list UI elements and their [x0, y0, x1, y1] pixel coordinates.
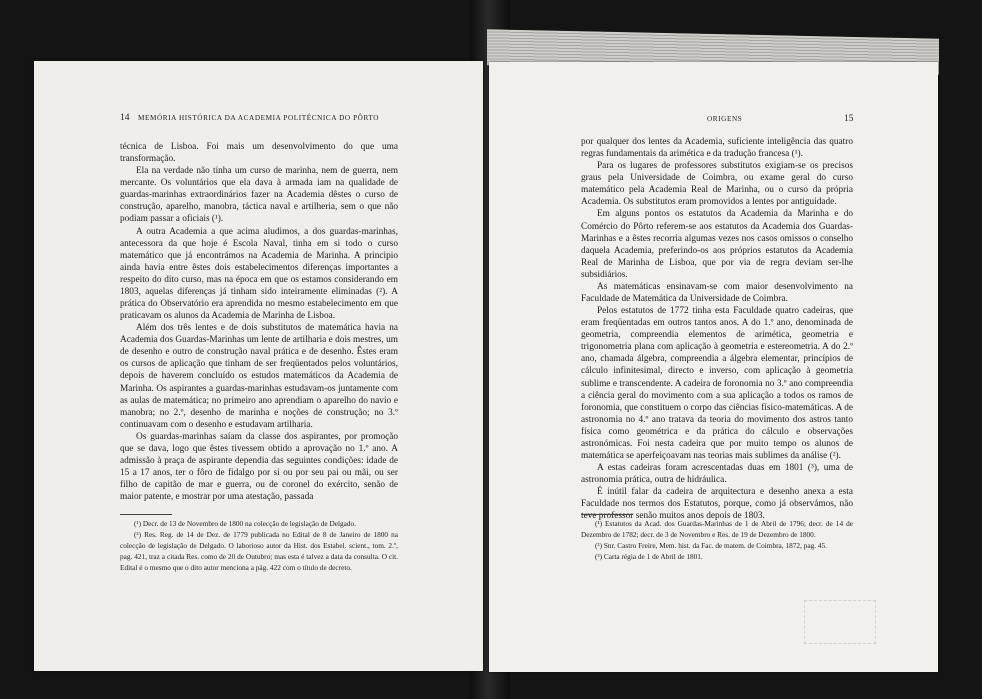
paragraph: Os guardas-marinhas saíam da classe dos aspirantes, por promoção que se dava, logo que êstes tivessem obtido a aprovação no 1.º ano. A admissão à praça de aspirante dependia das seguintes condições: idade de 15 a 17 anos, ter o fôro de fidalgo por si ou por seu pai ou mãi, ou ser filho de capitão de mar e guerra, ou de coronel do exército, senão de maior patente, e mostrar por uma atestação, passada: [120, 431, 398, 503]
paragraph: por qualquer dos lentes da Academia, suficiente inteligência das quatro regras fundamentais da arimética e da tradução francesa (¹).: [581, 137, 853, 160]
paragraph: É inútil falar da cadeira de arquitectura e desenho anexa a esta Faculdade nos termos dos Estatutos, porque, como já observámos, não teve professor senão muitos anos depois de 1803.: [581, 487, 853, 522]
footnote-rule: [120, 514, 172, 515]
footnote-rule: [581, 514, 633, 515]
paragraph: As matemáticas ensinavam-se com maior desenvolvimento na Faculdade de Matemática da Universidade de Coimbra.: [581, 281, 853, 305]
footnotes: [581, 518, 853, 562]
paragraph: Além dos três lentes e de dois substitutos de matemática havia na Academia dos Guardas-Marinhas um lente de artilharia e dois mestres, um de desenho e outro de construção naval prática e de desenho. Êstes eram os cursos de aplicação que tinham de ser freqüentados pelos voluntários, depois de haverem concluído os estudos matemáticos da Academia de Marinha. Os aspirantes a guardas-marinhas estudavam-os juntamente com as aulas de matemática; no primeiro ano aprendiam o aparelho do navio e manobra; no 2.º, desenho de marinha e noções de construção; no 3.º continuavam com o desenho e estudavam artilharia.: [120, 323, 398, 430]
footnote: (²) Res. Reg. de 14 de Dez. de 1779 publicada no Edital de 8 de Janeiro de 1800 na colecção de legislação de Delgado. O laborioso autor da Hist. dos Estabel. scient., tom. 2.º, pag. 421, traz a citada Res. como de 20 de Outubro; mas esta é talvez a data da consulta. O cit. Edital é o mesmo que o dito autor menciona a pág. 422 com o título de decreto.: [120, 530, 398, 572]
paragraph: Pelos estatutos de 1772 tinha esta Faculdade quatro cadeiras, que eram freqüentadas em outros tantos anos. A do 1.º ano, denominada de geometria, compreendia elementos de arimética, geometria e trigonometria plana com aplicação à geometria e estereometria. A do 2.º ano, chamada álgebra, compreendia a álgebra elementar, princípios de cálculo infinitesimal, directo e inverso, com aplicação à geometria sublime e transcendente. A cadeira de foronomia no 3.º ano compreendia a ciência geral do movimento com a sua aplicação a todos os ramos de foronomia, que constituem o corpo das ciências físico-matemáticas. A de astronomia no 4.º ano tratava da teoria do movimento dos astros tanto física como geométrica e da prática do cálculo e observações astronómicas. Foi nesta cadeira que por muito tempo os alunos de matemática se aperfeiçoavam nas teorias mais sublimes da análise (²).: [581, 306, 853, 462]
body-text: [120, 141, 398, 503]
paragraph: técnica de Lisboa. Foi mais um desenvolvimento do que uma transformação.: [120, 142, 398, 165]
footnotes: [120, 518, 398, 573]
footnote: (¹) Estatutos da Acad. dos Guardas-Marinhas de 1 de Abril de 1796; decr. de 14 de Dezembro de 1782; decr. de 3 de Novembro e Res. de 19 de Dezembro de 1800.: [581, 519, 853, 539]
faded-library-stamp: [804, 600, 876, 644]
right-page: [489, 62, 938, 672]
left-page: [34, 61, 483, 671]
paragraph: A estas cadeiras foram acrescentadas duas em 1801 (³), uma de astronomia prática, outra de hidráulica.: [581, 463, 853, 486]
footnote: (³) Carta régia de 1 de Abril de 1801.: [595, 552, 703, 561]
page-number: 14: [120, 113, 130, 123]
paragraph: Para os lugares de professores substitutos exigiam-se os precisos graus pela Universidade de Coimbra, ou exame geral do curso matemático pela Academia Real de Marinha, ou o curso da própria Academia. Os substitutos eram promovidos a lentes por antiguidade.: [581, 161, 853, 208]
body-text: [581, 136, 853, 523]
paragraph: A outra Academia a que acima aludimos, a dos guardas-marinhas, antecessora da que hoje é Escola Naval, tinha em si todo o curso matemático que já encontrámos na Academia de Marinha. A principio ainda havia entre êstes dois estabelecimentos diferenças importantes a respeito do dito curso, mas na época em que os estamos considerando em 1803, aquelas diferenças já tinham sido inteiramente eliminadas (²). A prática do Observatório era aprendida no mesmo estabelecimento em que praticavam os alunos da Academia de Marinha de Lisboa.: [120, 226, 398, 322]
running-head: MEMÓRIA HISTÓRICA DA ACADEMIA POLITÉCNICA DO PÔRTO: [138, 114, 380, 122]
paragraph: Ela na verdade não tinha um curso de marinha, nem de guerra, nem mercante. Os voluntários que ela dava à armada iam na qualidade de guardas-marinhas extraordinários fazer na Academia dêstes o curso de construção, aparelho, manobra, táctica naval e artilheria, sem o que não podiam passar a oficiais (¹).: [120, 166, 398, 225]
running-head: ORIGENS: [707, 115, 743, 123]
footnote: (¹) Decr. de 13 de Novembro de 1800 na colecção de legislação de Delgado.: [134, 519, 357, 528]
footnote: (²) Snr. Castro Freire, Mem. hist. da Fac. de matem. de Coimbra, 1872, pag. 45.: [595, 541, 827, 550]
page-number: 15: [844, 114, 854, 124]
paragraph: Em alguns pontos os estatutos da Academia da Marinha e do Comércio do Pôrto referem-se aos estatutos da Academia dos Guardas-Marinhas e a êstes recorria algumas vezes nos casos omissos o conselho daquela Academia, preferindo-os aos próprios estatutos da Academia Real de Marinha de Lisboa, que por via de regra deviam ser-lhe subsidiários.: [581, 209, 853, 280]
